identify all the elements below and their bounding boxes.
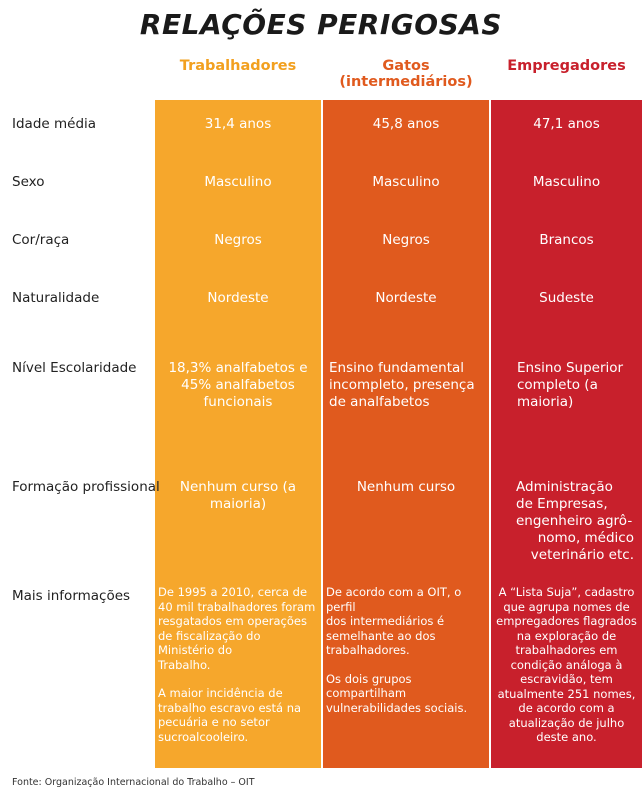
cell-escolaridade-empregadores [517, 360, 639, 411]
text-line: funcionais [203, 394, 273, 410]
row-label-naturalidade: Naturalidade [12, 290, 100, 306]
text-line: trabalhadores em [515, 643, 618, 657]
text-line: De 1995 a 2010, cerca de [158, 585, 308, 599]
cell-idade-trabalhadores: 31,4 anos [204, 116, 272, 132]
row-label-sexo: Sexo [12, 174, 45, 190]
text-line: 18,3% analfabetos e [168, 360, 308, 376]
text-line: trabalho escravo está na [158, 700, 302, 715]
cell-info-empregadores [491, 585, 642, 745]
text-line: maioria) [209, 496, 267, 512]
text-line: de analfabetos [329, 394, 430, 410]
text-line: semelhante ao dos [326, 628, 436, 643]
text-line: completo (a [517, 377, 598, 393]
column-header-label: Gatos [382, 58, 430, 74]
cell-cor-gatos: Negros [382, 232, 430, 248]
text-line: nomo, médico [537, 530, 634, 546]
cell-cor-empregadores: Brancos [539, 232, 594, 248]
text-line: na exploração de [516, 628, 617, 643]
cell-sexo-trabalhadores: Masculino [204, 174, 272, 190]
text-line: escravidão, tem [520, 672, 613, 686]
text-line: Os dois grupos compartilham [326, 671, 412, 700]
text-line: incompleto, presença [329, 377, 475, 393]
text-line: que agrupa nomes de [503, 599, 630, 614]
row-label-cor-raca: Cor/raça [12, 232, 70, 248]
text-line: De acordo com a OIT, o perfil [326, 585, 462, 614]
text-line: Trabalho. [158, 657, 211, 672]
cell-escolaridade-gatos [329, 360, 489, 411]
text-line: de acordo com a [518, 701, 615, 715]
text-line: Nenhum curso [356, 479, 456, 495]
row-label-idade: Idade média [12, 116, 97, 132]
cell-naturalidade-empregadores: Sudeste [539, 290, 594, 306]
text-line: atualmente 251 nomes, [497, 686, 636, 701]
text-line: Ensino Superior [517, 360, 624, 376]
text-line: A maior incidência de [158, 686, 283, 700]
text-line: Ensino fundamental [329, 360, 465, 376]
text-line: A “Lista Suja”, cadastro [498, 585, 635, 599]
column-header-label: Empregadores [507, 58, 626, 74]
text-line: Administração [516, 479, 613, 495]
text-line: maioria) [517, 394, 574, 410]
cell-idade-gatos: 45,8 anos [372, 116, 440, 132]
cell-info-trabalhadores [158, 585, 320, 744]
text-line: resgatados em operações [158, 614, 307, 628]
text-line: vulnerabilidades sociais. [326, 700, 468, 715]
text-line: engenheiro agrô- [516, 513, 633, 529]
cell-sexo-empregadores: Masculino [532, 174, 601, 190]
text-line: atualização de julho [508, 715, 625, 730]
text-line: sucroalcooleiro. [158, 729, 249, 744]
text-line: pecuária e no setor [158, 715, 270, 729]
cell-naturalidade-gatos: Nordeste [375, 290, 437, 306]
column-header-gatos [323, 58, 489, 90]
source-footer: Fonte: Organização Internacional do Trabalho – OIT [12, 777, 255, 788]
spacer [158, 672, 320, 686]
cell-sexo-gatos: Masculino [372, 174, 440, 190]
row-label-escolaridade: Nível Escolaridade [12, 360, 137, 376]
cell-formacao-empregadores [516, 479, 640, 564]
text-line: dos intermediários é [326, 614, 445, 628]
text-line: trabalhadores. [326, 643, 410, 657]
cell-info-gatos [326, 585, 488, 715]
text-line: de fiscalização do Ministério do [158, 628, 261, 657]
row-label-formacao: Formação profissional [12, 479, 160, 495]
column-header-label: Trabalhadores [179, 58, 297, 74]
column-header-empregadores [491, 58, 642, 74]
text-line: 40 mil trabalhadores foram [158, 599, 316, 614]
text-line: de Empresas, [516, 496, 608, 512]
cell-idade-empregadores: 47,1 anos [533, 116, 600, 132]
cell-escolaridade-trabalhadores [155, 360, 321, 411]
column-header-trabalhadores [155, 58, 321, 74]
text-line: 45% analfabetos [181, 377, 295, 393]
cell-formacao-trabalhadores [155, 479, 321, 513]
cell-formacao-gatos [323, 479, 489, 496]
text-line: deste ano. [536, 730, 597, 744]
row-label-mais-info: Mais informações [12, 588, 131, 604]
text-line: empregadores flagrados [496, 614, 637, 628]
cell-cor-trabalhadores: Negros [214, 232, 262, 248]
cell-naturalidade-trabalhadores: Nordeste [207, 290, 269, 306]
column-header-subtitle: (intermediários) [339, 74, 473, 90]
page-title: RELAÇÕES PERIGOSAS [139, 8, 503, 41]
text-line: condição análoga à [510, 657, 623, 672]
spacer [326, 658, 488, 672]
text-line: Nenhum curso (a [179, 479, 297, 495]
text-line: veterinário etc. [530, 547, 634, 563]
